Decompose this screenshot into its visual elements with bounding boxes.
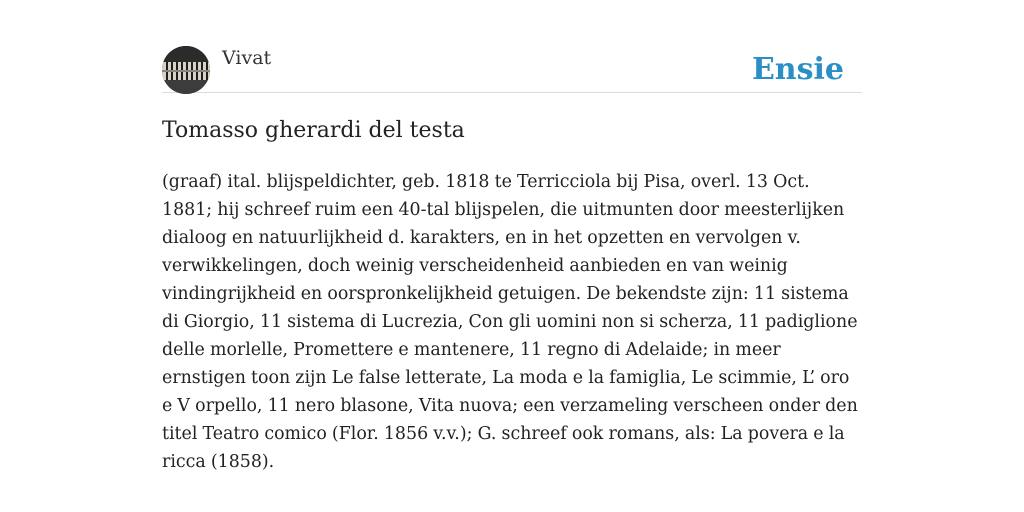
typewriter-avatar-icon — [162, 46, 210, 94]
author-name[interactable]: Vivat — [222, 47, 272, 69]
avatar[interactable] — [162, 46, 210, 94]
article-body: (graaf) ital. blijspeldichter, geb. 1818 te Terricciola bij Pisa, overl. 13 Oct. 1881; hij schreef ruim een 40-tal blijspelen, die uitmunten door meesterlijken dialoog en natuurlijkheid d. karakters, en in het opzetten en vervolgen v. verwikkelingen, doch weinig verscheidenheid aanbieden en van weinig vindingrijkheid en oorspronkelijkheid getuigen. De bekendste zijn: 11 sistema di Giorgio, 11 sistema di Lucrezia, Con gli uomini non si scherza, 11 padiglione delle morlelle, Promettere e mantenere, 11 regno di Adelaide; in meer ernstigen toon zijn Le false letterate, La moda e la famiglia, Le scimmie, L’ oro e V orpello, 11 nero blasone, Vita nuova; een verzameling verscheen onder den titel Teatro comico (Flor. 1856 v.v.); G. schreef ook romans, als: La povera e la ricca (1858). — [162, 172, 858, 472]
brand-logo[interactable]: Ensie — [751, 52, 844, 87]
header — [162, 46, 862, 93]
article-title: Tomasso gherardi del testa — [162, 118, 465, 143]
